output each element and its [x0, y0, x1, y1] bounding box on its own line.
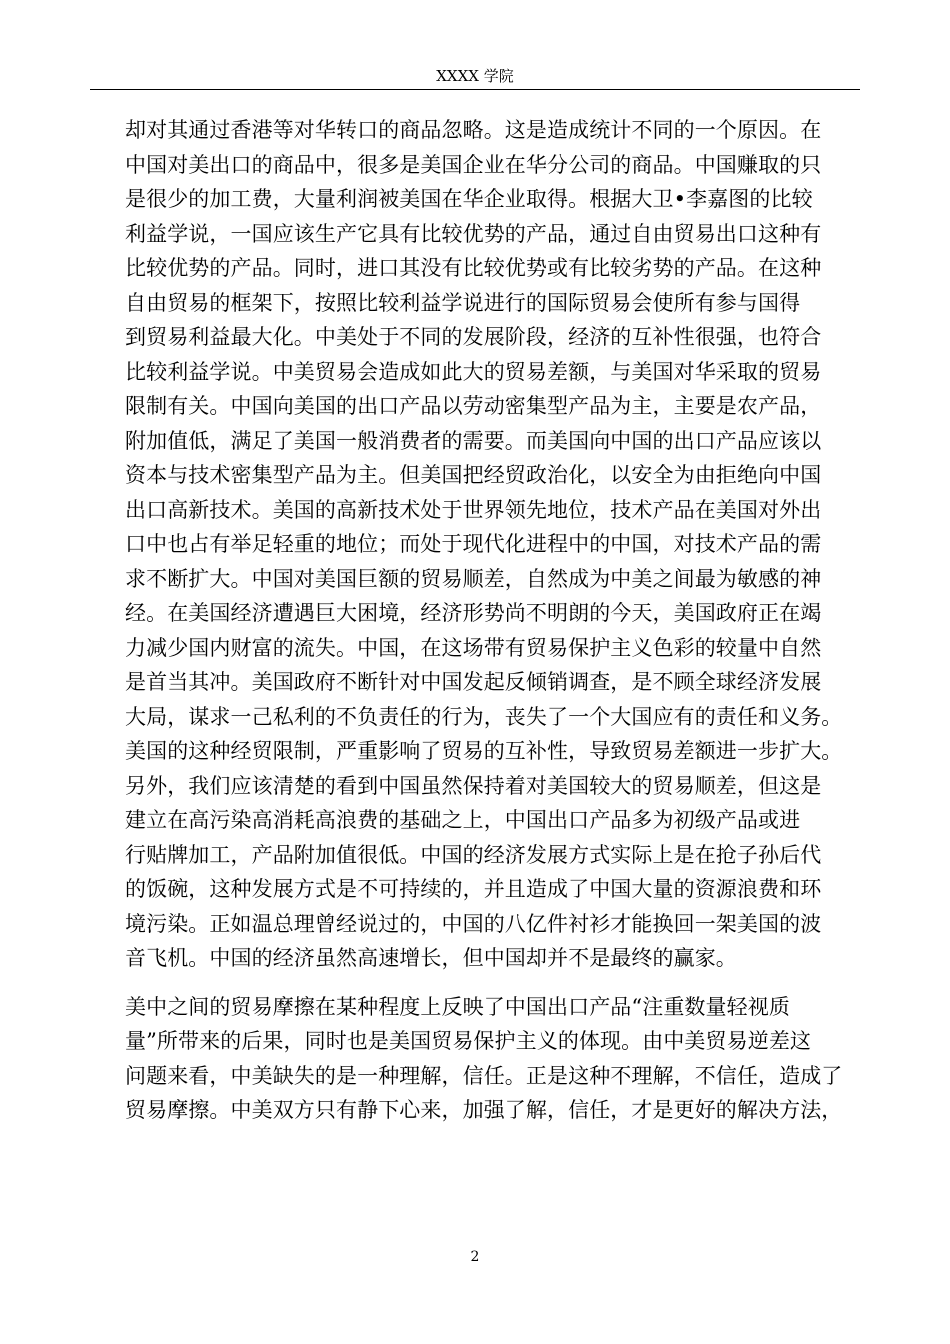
text-line: 力减少国内财富的流失。中国，在这场带有贸易保护主义色彩的较量中自然: [125, 635, 822, 660]
text-line: 出口高新技术。美国的高新技术处于世界领先地位，技术产品在美国对外出: [125, 497, 822, 522]
text-line: 却对其通过香港等对华转口的商品忽略。这是造成统计不同的一个原因。在: [125, 118, 822, 142]
text-line: 到贸易利益最大化。中美处于不同的发展阶段，经济的互补性很强，也符合: [125, 325, 822, 349]
text-line: 利益学说，一国应该生产它具有比较优势的产品，通过自由贸易出口这种有: [125, 221, 822, 246]
text-line: 美中之间的贸易摩擦在某种程度上反映了中国出口产品“注重数量轻视质: [125, 994, 790, 1019]
page-number: 2: [470, 1249, 480, 1265]
text-line: 口中也占有举足轻重的地位；而处于现代化进程中的中国，对技术产品的需: [125, 532, 822, 556]
text-line: 的饭碗，这种发展方式是不可持续的，并且造成了中国大量的资源浪费和环: [125, 877, 822, 901]
text-line: 比较优势的产品。同时，进口其没有比较优势或有比较劣势的产品。在这种: [125, 256, 822, 280]
text-line: 美国的这种经贸限制，严重影响了贸易的互补性，导致贸易差额进一步扩大。: [125, 739, 843, 763]
text-line: 建立在高污染高消耗高浪费的基础之上，中国出口产品多为初级产品或进: [125, 808, 801, 832]
text-line: 大局，谋求一己私利的不负责任的行为，丧失了一个大国应有的责任和义务。: [125, 704, 843, 729]
paragraph: [125, 113, 853, 976]
text-line: 求不断扩大。中国对美国巨额的贸易顺差，自然成为中美之间最为敏感的神: [125, 566, 822, 591]
text-line: 是很少的加工费，大量利润被美国在华企业取得。根据大卫•李嘉图的比较: [125, 187, 813, 211]
text-line: 自由贸易的框架下，按照比较利益学说进行的国际贸易会使所有参与国得: [125, 290, 801, 315]
text-line: 资本与技术密集型产品为主。但美国把经贸政治化，以安全为由拒绝向中国: [125, 463, 822, 487]
page-header: XXXX 学院: [436, 67, 514, 85]
text-line: 量”所带来的后果，同时也是美国贸易保护主义的体现。由中美贸易逆差这: [125, 1029, 812, 1053]
paragraph: [125, 990, 853, 1128]
header-rule: [90, 89, 860, 90]
text-line: 音飞机。中国的经济虽然高速增长，但中国却并不是最终的赢家。: [125, 946, 737, 970]
text-line: 境污染。正如温总理曾经说过的，中国的八亿件衬衫才能换回一架美国的波: [125, 911, 822, 936]
text-line: 附加值低，满足了美国一般消费者的需要。而美国向中国的出口产品应该以: [125, 428, 822, 453]
paragraph-spacer: [125, 976, 853, 990]
text-line: 限制有关。中国向美国的出口产品以劳动密集型产品为主，主要是农产品，: [125, 394, 822, 418]
text-line: 比较利益学说。中美贸易会造成如此大的贸易差额，与美国对华采取的贸易: [125, 359, 822, 384]
text-line: 问题来看，中美缺失的是一种理解，信任。正是这种不理解，不信任，造成了: [125, 1063, 843, 1088]
text-line: 经。在美国经济遭遇巨大困境，经济形势尚不明朗的今天，美国政府正在竭: [125, 601, 822, 625]
text-line: 是首当其冲。美国政府不断针对中国发起反倾销调查，是不顾全球经济发展: [125, 670, 822, 694]
text-line: 中国对美出口的商品中，很多是美国企业在华分公司的商品。中国赚取的只: [125, 152, 822, 177]
text-line: 另外，我们应该清楚的看到中国虽然保持着对美国较大的贸易顺差，但这是: [125, 773, 822, 798]
text-line: 行贴牌加工，产品附加值很低。中国的经济发展方式实际上是在抢子孙后代: [125, 842, 822, 867]
text-line: 贸易摩擦。中美双方只有静下心来，加强了解，信任，才是更好的解决方法，: [125, 1098, 843, 1122]
body-text: [125, 113, 853, 1128]
